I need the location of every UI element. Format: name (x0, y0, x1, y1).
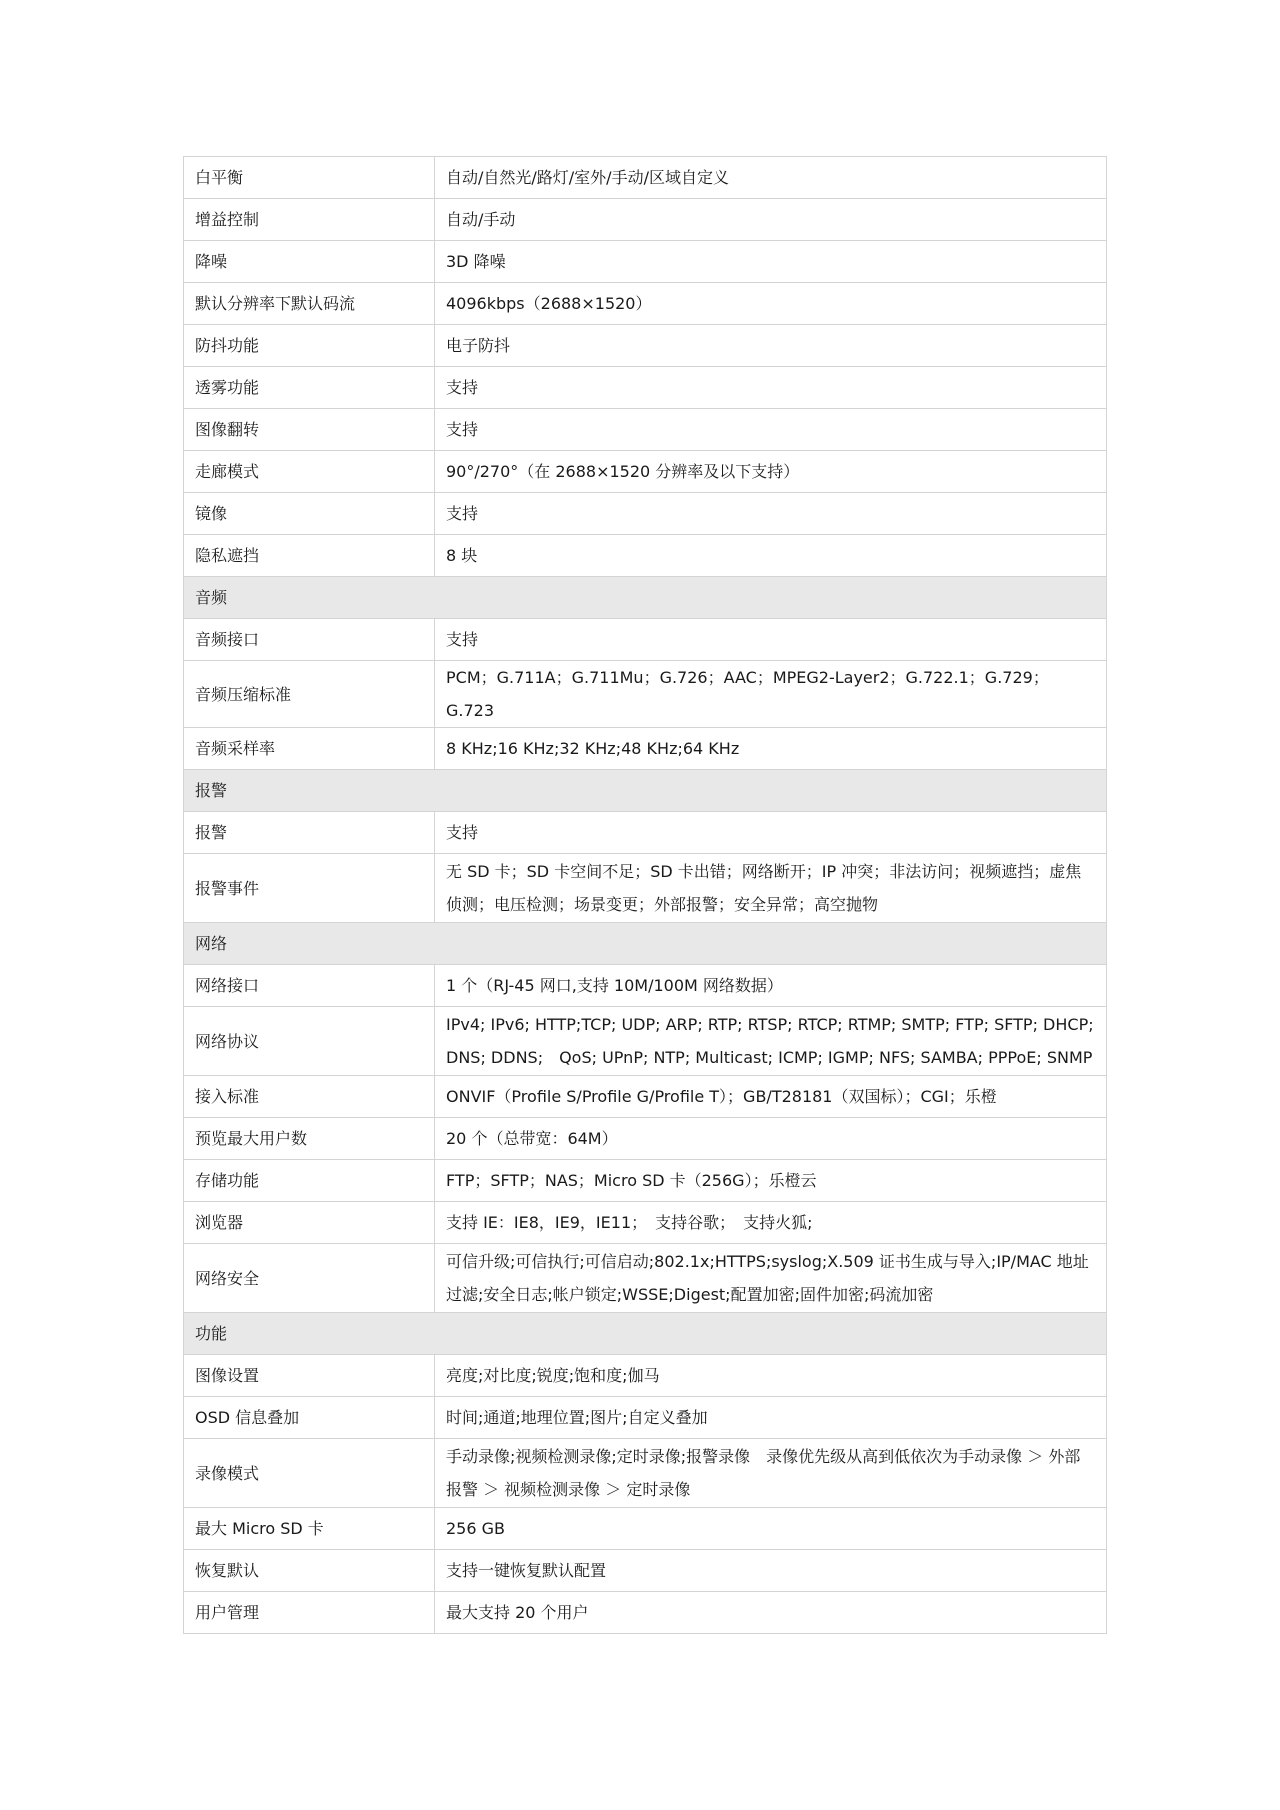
spec-value: 支持 (435, 812, 1107, 854)
spec-value: PCM；G.711A；G.711Mu；G.726；AAC；MPEG2-Layer2；G.722.1；G.729；G.723 (435, 661, 1107, 728)
spec-value: 支持 (435, 409, 1107, 451)
spec-label: 网络安全 (184, 1244, 435, 1313)
spec-label: 存储功能 (184, 1160, 435, 1202)
spec-value: 支持 (435, 619, 1107, 661)
spec-value: 手动录像;视频检测录像;定时录像;报警录像 录像优先级从高到低依次为手动录像 ＞ 外部报警 ＞ 视频检测录像 ＞ 定时录像 (435, 1439, 1107, 1508)
spec-row (184, 661, 1107, 728)
spec-value: 时间;通道;地理位置;图片;自定义叠加 (435, 1397, 1107, 1439)
spec-value: 支持一键恢复默认配置 (435, 1550, 1107, 1592)
spec-value: 90°/270°（在 2688×1520 分辨率及以下支持） (435, 451, 1107, 493)
spec-label: 图像翻转 (184, 409, 435, 451)
spec-value: 1 个（RJ-45 网口,支持 10M/100M 网络数据） (435, 965, 1107, 1007)
spec-row (184, 1118, 1107, 1160)
spec-row (184, 1355, 1107, 1397)
spec-label: 默认分辨率下默认码流 (184, 283, 435, 325)
spec-value: 支持 (435, 493, 1107, 535)
spec-row (184, 1508, 1107, 1550)
spec-label: 浏览器 (184, 1202, 435, 1244)
spec-row (184, 451, 1107, 493)
spec-row (184, 1397, 1107, 1439)
spec-value: 20 个（总带宽：64M） (435, 1118, 1107, 1160)
section-header-row (184, 1313, 1107, 1355)
section-header-row (184, 923, 1107, 965)
spec-label: 音频接口 (184, 619, 435, 661)
spec-value: FTP；SFTP；NAS；Micro SD 卡（256G）；乐橙云 (435, 1160, 1107, 1202)
spec-label: 用户管理 (184, 1592, 435, 1634)
section-title: 功能 (184, 1313, 1107, 1355)
spec-label: 走廊模式 (184, 451, 435, 493)
spec-row (184, 283, 1107, 325)
spec-label: 增益控制 (184, 199, 435, 241)
spec-row (184, 1244, 1107, 1313)
spec-table-body (184, 157, 1107, 1634)
spec-label: 音频采样率 (184, 728, 435, 770)
spec-label: 音频压缩标准 (184, 661, 435, 728)
spec-row (184, 535, 1107, 577)
spec-row (184, 854, 1107, 923)
spec-value: 亮度;对比度;锐度;饱和度;伽马 (435, 1355, 1107, 1397)
spec-row (184, 1202, 1107, 1244)
spec-label: 预览最大用户数 (184, 1118, 435, 1160)
spec-value: 无 SD 卡；SD 卡空间不足；SD 卡出错；网络断开；IP 冲突；非法访问；视频遮挡；虚焦侦测；电压检测；场景变更；外部报警；安全异常；高空抛物 (435, 854, 1107, 923)
spec-row (184, 367, 1107, 409)
spec-label: 报警 (184, 812, 435, 854)
spec-row (184, 241, 1107, 283)
spec-label: 网络协议 (184, 1007, 435, 1076)
spec-row (184, 199, 1107, 241)
spec-label: 网络接口 (184, 965, 435, 1007)
spec-label: 最大 Micro SD 卡 (184, 1508, 435, 1550)
spec-value: 自动/手动 (435, 199, 1107, 241)
spec-value: 8 块 (435, 535, 1107, 577)
spec-row (184, 965, 1107, 1007)
spec-row (184, 619, 1107, 661)
spec-value: ONVIF（Profile S/Profile G/Profile T）；GB/T28181（双国标）；CGI；乐橙 (435, 1076, 1107, 1118)
spec-label: 防抖功能 (184, 325, 435, 367)
spec-value: 3D 降噪 (435, 241, 1107, 283)
section-header-row (184, 770, 1107, 812)
spec-row (184, 728, 1107, 770)
spec-label: 隐私遮挡 (184, 535, 435, 577)
spec-label: 镜像 (184, 493, 435, 535)
spec-label: 录像模式 (184, 1439, 435, 1508)
spec-label: 白平衡 (184, 157, 435, 199)
spec-row (184, 1007, 1107, 1076)
spec-row (184, 409, 1107, 451)
spec-value: 256 GB (435, 1508, 1107, 1550)
section-header-row (184, 577, 1107, 619)
spec-label: 接入标准 (184, 1076, 435, 1118)
spec-label: 透雾功能 (184, 367, 435, 409)
spec-value: 支持 (435, 367, 1107, 409)
spec-label: OSD 信息叠加 (184, 1397, 435, 1439)
spec-value: 4096kbps（2688×1520） (435, 283, 1107, 325)
spec-value: 最大支持 20 个用户 (435, 1592, 1107, 1634)
spec-row (184, 1550, 1107, 1592)
spec-row (184, 1160, 1107, 1202)
spec-value: IPv4; IPv6; HTTP;TCP; UDP; ARP; RTP; RTSP; RTCP; RTMP; SMTP; FTP; SFTP; DHCP; DNS; DDNS; QoS; UPnP; NTP; Multicast; ICMP; IGMP; NFS; SAMBA; PPPoE; SNMP (435, 1007, 1107, 1076)
spec-row (184, 1439, 1107, 1508)
spec-row (184, 1076, 1107, 1118)
section-title: 报警 (184, 770, 1107, 812)
spec-label: 降噪 (184, 241, 435, 283)
spec-label: 恢复默认 (184, 1550, 435, 1592)
spec-value: 电子防抖 (435, 325, 1107, 367)
section-title: 网络 (184, 923, 1107, 965)
spec-value: 可信升级;可信执行;可信启动;802.1x;HTTPS;syslog;X.509 证书生成与导入;IP/MAC 地址过滤;安全日志;帐户锁定;WSSE;Digest;配置加密;固件加密;码流加密 (435, 1244, 1107, 1313)
spec-label: 图像设置 (184, 1355, 435, 1397)
spec-value: 支持 IE：IE8，IE9，IE11； 支持谷歌； 支持火狐; (435, 1202, 1107, 1244)
spec-label: 报警事件 (184, 854, 435, 923)
spec-row (184, 493, 1107, 535)
spec-value: 8 KHz;16 KHz;32 KHz;48 KHz;64 KHz (435, 728, 1107, 770)
spec-row (184, 157, 1107, 199)
spec-row (184, 1592, 1107, 1634)
spec-value: 自动/自然光/路灯/室外/手动/区域自定义 (435, 157, 1107, 199)
spec-table (183, 156, 1107, 1634)
spec-row (184, 812, 1107, 854)
section-title: 音频 (184, 577, 1107, 619)
spec-row (184, 325, 1107, 367)
